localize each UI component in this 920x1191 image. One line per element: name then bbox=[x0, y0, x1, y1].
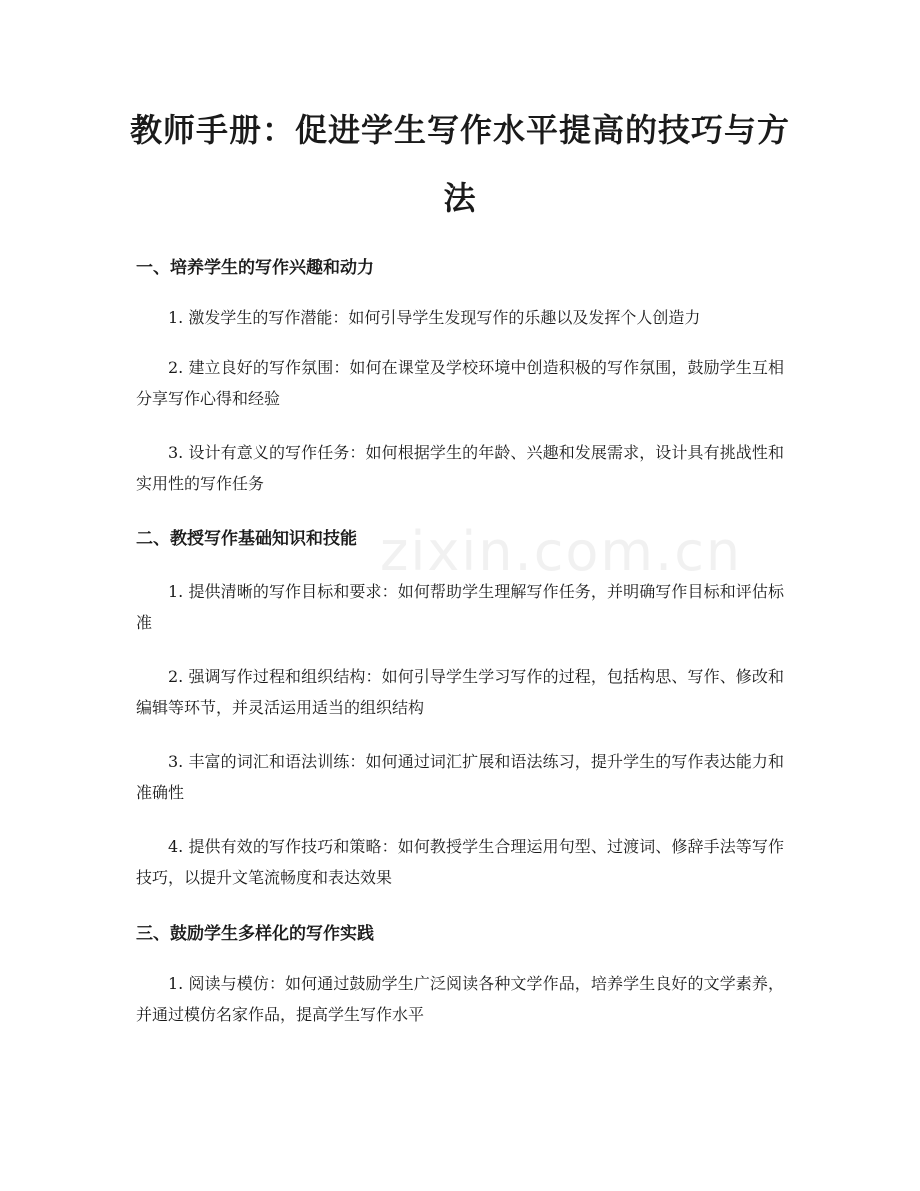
list-item: 1. 激发学生的写作潜能：如何引导学生发现写作的乐趣以及发挥个人创造力 bbox=[168, 308, 701, 327]
list-item: 1. 阅读与模仿：如何通过鼓励学生广泛阅读各种文学作品，培养学生良好的文学素养，并通过模仿名家作品，提高学生写作水平 bbox=[136, 974, 784, 1024]
list-item: 3. 设计有意义的写作任务：如何根据学生的年龄、兴趣和发展需求，设计具有挑战性和实用性的写作任务 bbox=[136, 443, 784, 493]
document-title: 教师手册：促进学生写作水平提高的技巧与方法 bbox=[129, 111, 790, 217]
list-item: 2. 强调写作过程和组织结构：如何引导学生学习写作的过程，包括构思、写作、修改和编辑等环节，并灵活运用适当的组织结构 bbox=[136, 667, 784, 717]
section-heading-1: 一、培养学生的写作兴趣和动力 bbox=[136, 258, 374, 278]
section-heading-2: 二、教授写作基础知识和技能 bbox=[136, 529, 357, 549]
section-heading-3: 三、鼓励学生多样化的写作实践 bbox=[136, 924, 374, 944]
list-item: 4. 提供有效的写作技巧和策略：如何教授学生合理运用句型、过渡词、修辞手法等写作技巧，以提升文笔流畅度和表达效果 bbox=[136, 837, 784, 887]
list-item: 1. 提供清晰的写作目标和要求：如何帮助学生理解写作任务，并明确写作目标和评估标准 bbox=[136, 582, 784, 632]
watermark: zixin.com.cn bbox=[380, 520, 743, 583]
list-item: 2. 建立良好的写作氛围：如何在课堂及学校环境中创造积极的写作氛围，鼓励学生互相分享写作心得和经验 bbox=[136, 358, 784, 408]
list-item: 3. 丰富的词汇和语法训练：如何通过词汇扩展和语法练习，提升学生的写作表达能力和准确性 bbox=[136, 752, 784, 802]
